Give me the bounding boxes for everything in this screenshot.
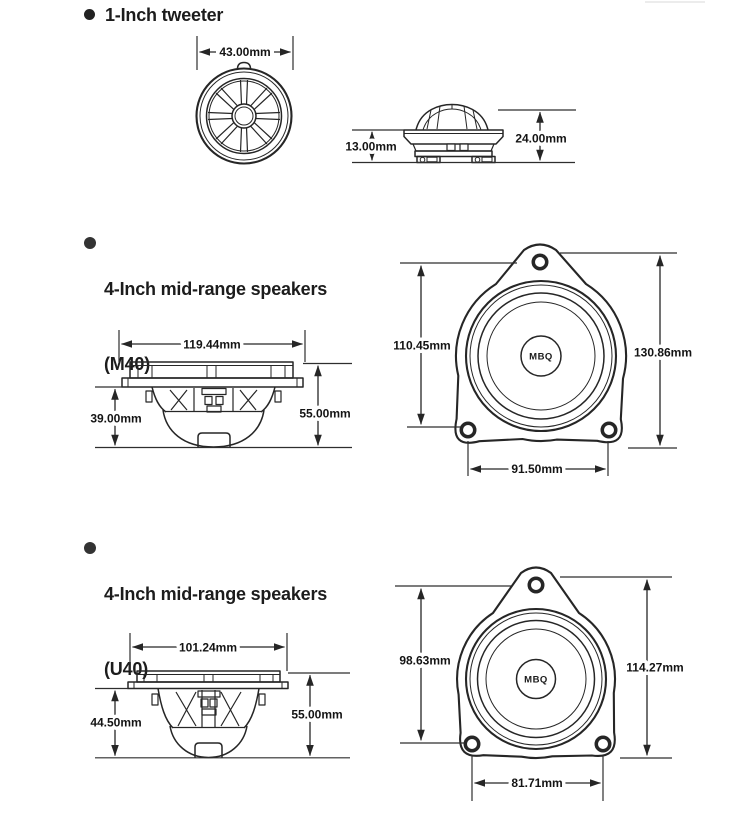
tweeter-base-plate: [415, 151, 492, 157]
tweeter-ring: [200, 72, 288, 160]
tweeter-width-label: 43.00mm: [219, 45, 271, 59]
m40-flange-lip: [122, 378, 303, 387]
u40-flange-lip: [128, 682, 288, 689]
u40-depth-label: 44.50mm: [90, 715, 142, 730]
tweeter-front-view: [197, 36, 294, 164]
m40-basket-struts: [170, 388, 257, 411]
tweeter-outer-rim: [197, 69, 292, 164]
u40-front-view: [395, 568, 684, 802]
u40-magnet-bowl: [170, 726, 247, 758]
m40-hole-span-v-label: 110.45mm: [393, 338, 451, 353]
m40-hole-top: [533, 255, 547, 269]
section-model-u40: (U40): [104, 659, 149, 679]
u40-basket-edges: [158, 689, 259, 729]
u40-hole-top: [529, 578, 543, 592]
u40-hole-span-v-label: 98.63mm: [399, 653, 451, 668]
tweeter-width-dimension: [197, 36, 293, 70]
m40-depth-label: 39.00mm: [90, 411, 142, 426]
section-title-m40-line1: 4-Inch mid-range speakers: [104, 279, 328, 299]
tweeter-side-view: [345, 105, 576, 163]
u40-flange: [137, 671, 280, 682]
u40-width-label: 101.24mm: [178, 640, 238, 655]
m40-width-label: 119.44mm: [183, 337, 241, 352]
u40-hole-bottom-right: [596, 737, 610, 751]
m40-foot-notch: [198, 433, 230, 447]
tweeter-grille-ring: [207, 79, 282, 154]
tweeter-grille-ring-inner: [209, 81, 279, 151]
tweeter-total-height-label: 24.00mm: [515, 131, 567, 146]
tweeter-flange-height-label: 13.00mm: [345, 139, 397, 154]
u40-hole-bottom-left: [465, 737, 479, 751]
m40-magnet-bowl: [163, 410, 264, 447]
m40-hole-bottom-left: [461, 423, 475, 437]
tweeter-height-dimensions: [345, 110, 576, 163]
u40-brand-badge: MBQ: [524, 674, 548, 686]
m40-flange: [130, 362, 293, 378]
m40-overall-label: 130.86mm: [633, 345, 693, 360]
m40-hole-span-h-label: 91.50mm: [511, 462, 563, 476]
m40-side-view: [90, 330, 352, 448]
u40-side-view: [90, 633, 350, 758]
m40-height-label: 55.00mm: [299, 406, 351, 421]
section-title-u40-line1: 4-Inch mid-range speakers: [104, 584, 328, 604]
m40-hole-bottom-right: [602, 423, 616, 437]
section-title-tweeter: 1-Inch tweeter: [105, 5, 224, 25]
section-model-m40: (M40): [104, 354, 151, 374]
m40-brand-badge: MBQ: [529, 351, 553, 363]
tweeter-spokes: [208, 80, 280, 152]
tweeter-hub: [232, 104, 256, 128]
u40-foot-notch: [195, 743, 222, 758]
u40-overall-label: 114.27mm: [626, 660, 684, 675]
tweeter-flange: [404, 130, 503, 144]
tweeter-dome-inner: [423, 109, 481, 130]
m40-front-view: [393, 245, 692, 477]
u40-hole-span-h-label: 81.71mm: [511, 776, 563, 790]
m40-frame-outline: [455, 245, 626, 443]
u40-height-label: 55.00mm: [291, 707, 343, 722]
tweeter-hub-inner: [235, 107, 253, 125]
